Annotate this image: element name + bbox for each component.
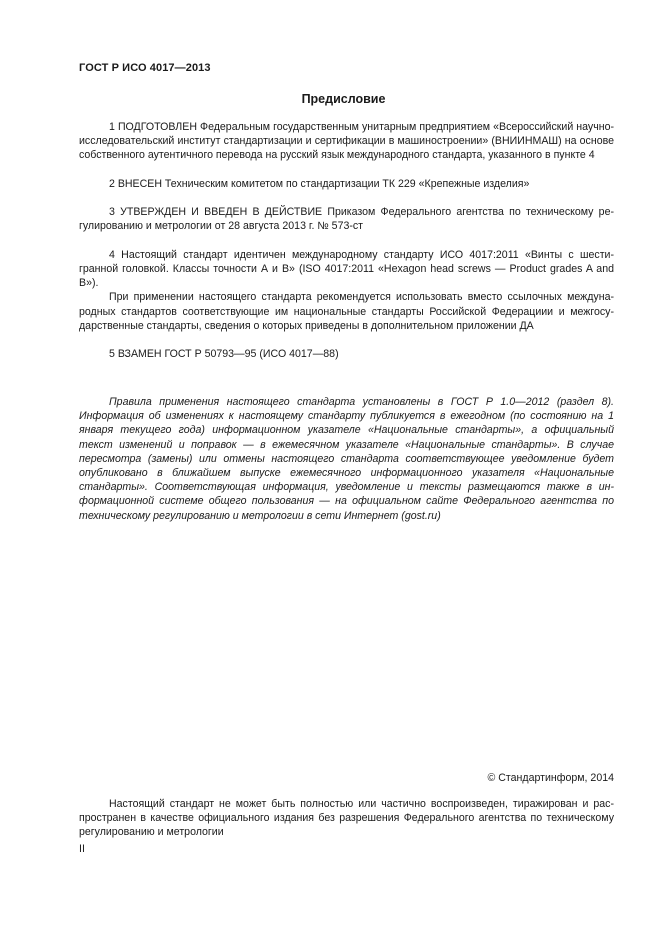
paragraph-identical: 4 Настоящий стандарт идентичен международному стандарту ИСО 4017:2011 «Винты с шестигранной головкой. Классы точности А и В» (ISO 4017:2011 «Hexagon head screws — Product grades A and B»).	[79, 248, 614, 290]
section-title: Предисловие	[301, 92, 386, 106]
page-number: II	[79, 843, 85, 855]
paragraph-application: При применении настоящего стандарта рекомендуется использовать вместо ссылочных международных стандартов соответствующие им национальные стандарты Российской Федерациии и межгосударственные стандарты, сведения о которых приведены в дополнительном приложении ДА	[79, 291, 614, 332]
standard-code-header: ГОСТ Р ИСО 4017—2013	[79, 62, 211, 74]
foreword-body	[79, 120, 614, 361]
reproduction-notice: Настоящий стандарт не может быть полностью или частично воспроизведен, тиражирован и распространен в качестве официального издания без разрешения Федерального агентства по техническому регулированию и метрологии	[79, 798, 614, 839]
paragraph-replaces: 5 ВЗАМЕН ГОСТ Р 50793—95 (ИСО 4017—88)	[109, 348, 339, 361]
paragraph-introduced: 2 ВНЕСЕН Техническим комитетом по стандартизации ТК 229 «Крепежные изделия»	[109, 177, 530, 190]
paragraph-approved: 3 УТВЕРЖДЕН И ВВЕДЕН В ДЕЙСТВИЕ Приказом Федерального агентства по техническому регулированию и метрологии от 28 августа 2013 г. № 573-ст	[79, 206, 614, 233]
rules-note: Правила применения настоящего стандарта установлены в ГОСТ Р 1.0—2012 (раздел 8). Информация об изменениях к настоящему стандарту публикуется в ежегодном (по состоянию на 1 января текущего года) информационном указателе «Национальные стандарты», а официальный текст изменений и поправок — в ежемесячном указателе «Национальные стандарты». В случае пересмотра (замены) или отмены настоящего стандарта соответствующее уведомление будет опубликовано в ближайшем выпуске ежемесячного информационного указателя «Национальные стандарты». Соответствующая информация, уведомление и тексты размещаются также в информационной системе общего пользования — на официальном сайте Федерального агентства по техническому регулированию и метрологии в сети Интернет (gost.ru)	[79, 396, 614, 522]
copyright-line: © Стандартинформ, 2014	[487, 772, 614, 784]
paragraph-prepared: 1 ПОДГОТОВЛЕН Федеральным государственным унитарным предприятием «Всероссийский научно-исследовательский институт стандартизации и сертификации в машиностроении» (ВНИИНМАШ) на основе собственного аутентичного перевода на русский язык международного стандарта, указанного в пункте 4	[79, 121, 614, 162]
